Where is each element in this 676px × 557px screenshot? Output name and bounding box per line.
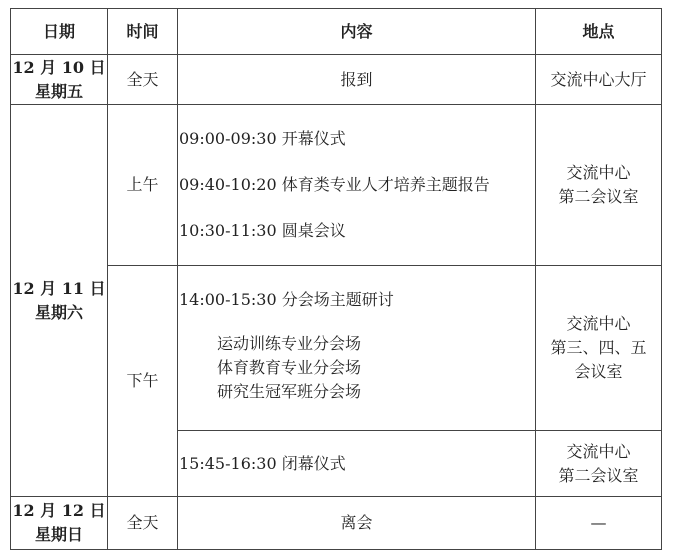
place-cell: — (536, 497, 662, 550)
place-cell: 交流中心大厅 (536, 55, 662, 105)
place-line: 交流中心 (566, 163, 631, 182)
schedule-table (10, 8, 662, 550)
date-cell (11, 105, 108, 497)
place-cell (536, 266, 662, 431)
session-item: 研究生冠军班分会场 (217, 382, 362, 401)
date-line: 12 月 10 日 (12, 57, 106, 77)
time-cell: 下午 (108, 266, 178, 497)
table-row (11, 266, 662, 431)
weekday-line: 星期六 (34, 302, 83, 322)
session-item: 运动训练专业分会场 (217, 334, 362, 353)
time-cell: 全天 (108, 497, 178, 550)
weekday-line: 星期日 (34, 525, 83, 544)
table-row (11, 55, 662, 105)
header-time: 时间 (108, 9, 178, 55)
date-cell (11, 55, 108, 105)
header-place: 地点 (536, 9, 662, 55)
weekday-line: 星期五 (34, 81, 83, 101)
content-cell: 离会 (178, 497, 536, 550)
table-row (11, 105, 662, 266)
place-line: 第三、四、五 (550, 338, 647, 357)
content-cell (178, 105, 536, 266)
place-line: 第二会议室 (558, 465, 639, 485)
place-line: 交流中心 (566, 441, 631, 461)
place-line: 第二会议室 (558, 187, 639, 206)
date-line: 12 月 11 日 (12, 278, 106, 298)
place-cell (536, 431, 662, 497)
agenda-item: 14:00-15:30 分会场主题研讨 (179, 290, 394, 309)
content-cell: 报到 (178, 55, 536, 105)
time-cell: 上午 (108, 105, 178, 266)
date-line: 12 月 12 日 (12, 501, 106, 520)
place-line: 交流中心 (566, 314, 631, 333)
agenda-item: 10:30-11:30 圆桌会议 (179, 221, 346, 240)
place-cell (536, 105, 662, 266)
header-date: 日期 (11, 9, 108, 55)
header-row (11, 9, 662, 55)
agenda-item: 09:00-09:30 开幕仪式 (179, 129, 346, 148)
date-cell (11, 497, 108, 550)
header-content: 内容 (178, 9, 536, 55)
place-line: 会议室 (574, 362, 623, 381)
content-cell (178, 266, 536, 431)
content-cell: 15:45-16:30 闭幕仪式 (178, 431, 536, 497)
table-row (11, 497, 662, 550)
session-item: 体育教育专业分会场 (217, 358, 362, 377)
agenda-item: 09:40-10:20 体育类专业人才培养主题报告 (179, 175, 490, 194)
time-cell: 全天 (108, 55, 178, 105)
